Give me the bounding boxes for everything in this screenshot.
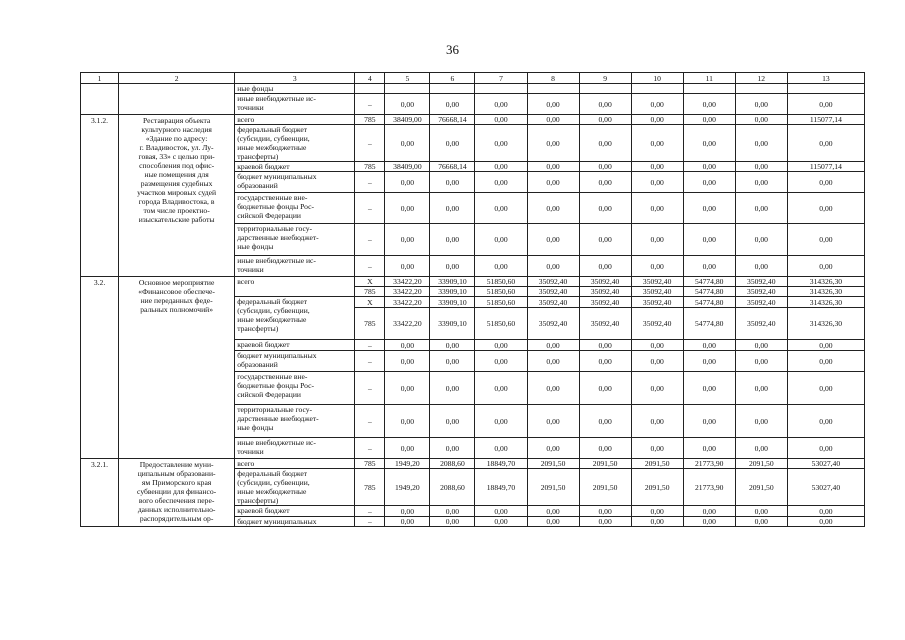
amount-cell: 35092,40	[735, 297, 787, 308]
budget-table	[80, 72, 865, 527]
amount-cell: 0,00	[527, 256, 579, 277]
column-header: 9	[579, 73, 631, 84]
amount-cell: 0,00	[527, 172, 579, 193]
amount-cell: 0,00	[579, 405, 631, 438]
funding-source: краевой бюджет	[235, 506, 355, 517]
amount-cell: 115077,14	[787, 162, 864, 172]
amount-cell: 115077,14	[787, 115, 864, 125]
amount-cell: 0,00	[385, 506, 430, 517]
gov-code: 785	[355, 459, 385, 469]
amount-cell: 0,00	[631, 506, 683, 517]
amount-cell: 0,00	[527, 115, 579, 125]
gov-code: 785	[355, 287, 385, 297]
amount-cell: 2091,50	[527, 469, 579, 506]
amount-cell: 0,00	[631, 256, 683, 277]
amount-cell: 314326,30	[787, 297, 864, 308]
amount-cell: 0,00	[527, 506, 579, 517]
gov-code: X	[355, 297, 385, 308]
column-header: 12	[735, 73, 787, 84]
amount-cell: 0,00	[475, 256, 527, 277]
amount-cell: 2091,50	[631, 469, 683, 506]
amount-cell: 0,00	[430, 405, 475, 438]
amount-cell: 2091,50	[735, 459, 787, 469]
amount-cell: 0,00	[735, 438, 787, 459]
amount-cell	[631, 84, 683, 94]
amount-cell: 54774,80	[683, 308, 735, 340]
amount-cell: 33909,10	[430, 297, 475, 308]
amount-cell: 0,00	[430, 94, 475, 115]
amount-cell: 0,00	[683, 256, 735, 277]
gov-code: –	[355, 224, 385, 256]
amount-cell: 0,00	[475, 224, 527, 256]
amount-cell: 0,00	[683, 224, 735, 256]
amount-cell: 0,00	[787, 438, 864, 459]
amount-cell: 0,00	[787, 405, 864, 438]
funding-source: бюджет муниципальных образований	[235, 351, 355, 372]
amount-cell: 0,00	[527, 340, 579, 351]
amount-cell: 51850,60	[475, 287, 527, 297]
amount-cell: 0,00	[735, 517, 787, 527]
amount-cell: 35092,40	[631, 308, 683, 340]
amount-cell: 0,00	[631, 405, 683, 438]
funding-source: ные фонды	[235, 84, 355, 94]
funding-source: краевой бюджет	[235, 340, 355, 351]
amount-cell: 0,00	[735, 256, 787, 277]
amount-cell	[735, 84, 787, 94]
column-header: 13	[787, 73, 864, 84]
amount-cell	[527, 84, 579, 94]
gov-code: –	[355, 256, 385, 277]
funding-source: иные внебюджетные ис- точники	[235, 256, 355, 277]
funding-source: федеральный бюджет (субсидии, субвенции, иные межбюджетные трансферты)	[235, 297, 355, 340]
amount-cell: 51850,60	[475, 277, 527, 287]
amount-cell: 35092,40	[527, 277, 579, 287]
amount-cell: 38409,00	[385, 115, 430, 125]
amount-cell	[787, 84, 864, 94]
gov-code: –	[355, 506, 385, 517]
funding-source: государственные вне- бюджетные фонды Рос- сийской Федерации	[235, 372, 355, 405]
amount-cell: 0,00	[735, 405, 787, 438]
amount-cell: 0,00	[475, 405, 527, 438]
amount-cell: 35092,40	[631, 277, 683, 287]
amount-cell: 35092,40	[527, 308, 579, 340]
amount-cell: 0,00	[385, 405, 430, 438]
amount-cell: 0,00	[631, 351, 683, 372]
amount-cell: 0,00	[579, 372, 631, 405]
funding-source: иные внебюджетные ис- точники	[235, 94, 355, 115]
amount-cell: 0,00	[475, 372, 527, 405]
amount-cell: 0,00	[579, 193, 631, 224]
measure-name	[119, 84, 235, 115]
column-header: 11	[683, 73, 735, 84]
amount-cell: 33422,20	[385, 277, 430, 287]
amount-cell: 0,00	[527, 351, 579, 372]
amount-cell: 0,00	[579, 340, 631, 351]
column-header: 8	[527, 73, 579, 84]
amount-cell: 0,00	[475, 193, 527, 224]
amount-cell: 0,00	[631, 224, 683, 256]
amount-cell: 0,00	[579, 256, 631, 277]
amount-cell: 0,00	[579, 224, 631, 256]
amount-cell: 0,00	[787, 94, 864, 115]
column-header: 7	[475, 73, 527, 84]
amount-cell: 21773,90	[683, 459, 735, 469]
column-header: 10	[631, 73, 683, 84]
amount-cell: 21773,90	[683, 469, 735, 506]
amount-cell: 0,00	[430, 193, 475, 224]
row-index: 3.2.1.	[81, 459, 119, 527]
funding-source: бюджет муниципальных образований	[235, 172, 355, 193]
amount-cell: 0,00	[735, 162, 787, 172]
amount-cell: 0,00	[430, 340, 475, 351]
row-index: 3.2.	[81, 277, 119, 459]
amount-cell: 0,00	[579, 162, 631, 172]
column-header: 5	[385, 73, 430, 84]
amount-cell	[475, 84, 527, 94]
amount-cell: 0,00	[527, 162, 579, 172]
amount-cell: 0,00	[385, 438, 430, 459]
amount-cell: 1949,20	[385, 459, 430, 469]
amount-cell: 0,00	[475, 351, 527, 372]
gov-code: X	[355, 277, 385, 287]
amount-cell: 35092,40	[735, 277, 787, 287]
amount-cell: 35092,40	[631, 297, 683, 308]
amount-cell: 35092,40	[631, 287, 683, 297]
amount-cell: 35092,40	[579, 308, 631, 340]
funding-source: бюджет муниципальных	[235, 517, 355, 527]
amount-cell: 18849,70	[475, 469, 527, 506]
amount-cell: 54774,80	[683, 277, 735, 287]
amount-cell: 2091,50	[735, 469, 787, 506]
amount-cell: 0,00	[787, 172, 864, 193]
amount-cell: 0,00	[430, 125, 475, 162]
amount-cell: 0,00	[527, 517, 579, 527]
amount-cell: 0,00	[787, 506, 864, 517]
amount-cell: 0,00	[683, 405, 735, 438]
amount-cell	[385, 84, 430, 94]
amount-cell: 0,00	[787, 125, 864, 162]
amount-cell: 0,00	[683, 125, 735, 162]
amount-cell: 0,00	[631, 162, 683, 172]
amount-cell: 0,00	[787, 256, 864, 277]
gov-code: –	[355, 193, 385, 224]
gov-code: 785	[355, 162, 385, 172]
amount-cell: 0,00	[631, 340, 683, 351]
amount-cell: 0,00	[385, 125, 430, 162]
amount-cell	[579, 84, 631, 94]
funding-source: всего	[235, 115, 355, 125]
amount-cell: 53027,40	[787, 469, 864, 506]
amount-cell: 0,00	[430, 256, 475, 277]
gov-code: –	[355, 94, 385, 115]
amount-cell: 0,00	[579, 506, 631, 517]
amount-cell	[430, 84, 475, 94]
amount-cell: 0,00	[430, 372, 475, 405]
funding-source: иные внебюджетные ис- точники	[235, 438, 355, 459]
amount-cell: 0,00	[631, 115, 683, 125]
gov-code: –	[355, 517, 385, 527]
amount-cell: 0,00	[631, 372, 683, 405]
amount-cell: 2088,60	[430, 459, 475, 469]
funding-source: государственные вне- бюджетные фонды Рос- сийской Федерации	[235, 193, 355, 224]
gov-code: –	[355, 351, 385, 372]
amount-cell: 0,00	[631, 172, 683, 193]
amount-cell: 314326,30	[787, 308, 864, 340]
amount-cell: 0,00	[683, 193, 735, 224]
amount-cell: 35092,40	[579, 287, 631, 297]
amount-cell: 0,00	[475, 115, 527, 125]
funding-source: территориальные госу- дарственные внебюджет- ные фонды	[235, 224, 355, 256]
amount-cell: 0,00	[385, 172, 430, 193]
amount-cell: 0,00	[527, 94, 579, 115]
amount-cell: 0,00	[527, 125, 579, 162]
amount-cell: 0,00	[475, 506, 527, 517]
amount-cell: 0,00	[631, 517, 683, 527]
amount-cell	[683, 84, 735, 94]
table-row	[81, 459, 865, 469]
amount-cell: 0,00	[683, 162, 735, 172]
amount-cell: 314326,30	[787, 277, 864, 287]
amount-cell: 51850,60	[475, 308, 527, 340]
amount-cell: 0,00	[385, 193, 430, 224]
amount-cell: 0,00	[683, 172, 735, 193]
amount-cell: 0,00	[475, 172, 527, 193]
gov-code: –	[355, 405, 385, 438]
row-index: 3.1.2.	[81, 115, 119, 277]
amount-cell: 0,00	[579, 517, 631, 527]
funding-source: всего	[235, 459, 355, 469]
amount-cell: 0,00	[787, 193, 864, 224]
amount-cell: 0,00	[527, 193, 579, 224]
column-header: 2	[119, 73, 235, 84]
amount-cell: 0,00	[475, 517, 527, 527]
column-header: 6	[430, 73, 475, 84]
amount-cell: 0,00	[787, 340, 864, 351]
amount-cell: 0,00	[385, 224, 430, 256]
amount-cell: 35092,40	[735, 308, 787, 340]
amount-cell: 0,00	[683, 115, 735, 125]
amount-cell: 35092,40	[527, 297, 579, 308]
amount-cell: 33909,10	[430, 308, 475, 340]
amount-cell: 0,00	[475, 162, 527, 172]
measure-name: Основное мероприятие «Финансовое обеспече- ние переданных феде- ральных полномочий»	[119, 277, 235, 459]
amount-cell: 0,00	[579, 438, 631, 459]
funding-source: федеральный бюджет (субсидии, субвенции, иные межбюджетные трансферты)	[235, 469, 355, 506]
amount-cell: 2088,60	[430, 469, 475, 506]
amount-cell: 33422,20	[385, 287, 430, 297]
amount-cell: 33909,10	[430, 287, 475, 297]
column-header: 1	[81, 73, 119, 84]
amount-cell: 0,00	[579, 125, 631, 162]
amount-cell: 0,00	[735, 125, 787, 162]
amount-cell: 0,00	[735, 172, 787, 193]
amount-cell: 0,00	[385, 372, 430, 405]
amount-cell: 0,00	[631, 125, 683, 162]
measure-name: Реставрация объекта культурного наследия «Здание по адресу: г. Владивосток, ул. Лу- говая, 33» с целью при- способления под офис- ные помещения для размещения судебных участков мировых судей города Владивостока, в том числе проектно- изыскательские работы	[119, 115, 235, 277]
amount-cell: 18849,70	[475, 459, 527, 469]
gov-code	[355, 84, 385, 94]
amount-cell: 0,00	[735, 372, 787, 405]
amount-cell: 38409,00	[385, 162, 430, 172]
amount-cell: 0,00	[631, 438, 683, 459]
amount-cell: 0,00	[579, 94, 631, 115]
amount-cell: 0,00	[385, 256, 430, 277]
amount-cell: 33909,10	[430, 277, 475, 287]
gov-code: 785	[355, 469, 385, 506]
amount-cell: 53027,40	[787, 459, 864, 469]
amount-cell: 314326,30	[787, 287, 864, 297]
amount-cell: 1949,20	[385, 469, 430, 506]
amount-cell: 0,00	[735, 506, 787, 517]
amount-cell: 0,00	[683, 517, 735, 527]
amount-cell: 2091,50	[579, 469, 631, 506]
amount-cell: 0,00	[735, 115, 787, 125]
amount-cell: 0,00	[385, 340, 430, 351]
amount-cell: 35092,40	[579, 297, 631, 308]
amount-cell: 0,00	[735, 224, 787, 256]
funding-source: всего	[235, 277, 355, 297]
amount-cell: 0,00	[683, 340, 735, 351]
amount-cell: 51850,60	[475, 297, 527, 308]
amount-cell: 2091,50	[527, 459, 579, 469]
column-number-row	[81, 73, 865, 84]
amount-cell: 0,00	[735, 340, 787, 351]
amount-cell: 0,00	[430, 517, 475, 527]
table-row	[81, 277, 865, 287]
amount-cell: 0,00	[430, 172, 475, 193]
measure-name: Предоставление муни- ципальным образовани- ям Приморского края субвенции для финансо- вого обеспечения пере- данных исполнительно- распорядительным ор-	[119, 459, 235, 527]
amount-cell: 35092,40	[579, 277, 631, 287]
amount-cell: 0,00	[787, 351, 864, 372]
amount-cell: 0,00	[385, 94, 430, 115]
amount-cell: 0,00	[527, 405, 579, 438]
gov-code: –	[355, 172, 385, 193]
amount-cell: 0,00	[787, 372, 864, 405]
amount-cell: 0,00	[683, 506, 735, 517]
amount-cell: 0,00	[735, 193, 787, 224]
amount-cell: 33422,20	[385, 308, 430, 340]
amount-cell: 33422,20	[385, 297, 430, 308]
funding-source: территориальные госу- дарственные внебюджет- ные фонды	[235, 405, 355, 438]
amount-cell: 0,00	[527, 224, 579, 256]
funding-source: федеральный бюджет (субсидии, субвенции, иные межбюджетные трансферты)	[235, 125, 355, 162]
amount-cell: 0,00	[475, 125, 527, 162]
amount-cell: 2091,50	[631, 459, 683, 469]
amount-cell: 0,00	[475, 94, 527, 115]
amount-cell: 0,00	[385, 517, 430, 527]
amount-cell: 0,00	[787, 224, 864, 256]
gov-code: –	[355, 438, 385, 459]
amount-cell: 0,00	[527, 438, 579, 459]
amount-cell: 76668,14	[430, 115, 475, 125]
amount-cell: 0,00	[683, 351, 735, 372]
gov-code: –	[355, 372, 385, 405]
amount-cell: 0,00	[735, 94, 787, 115]
funding-source: краевой бюджет	[235, 162, 355, 172]
amount-cell: 0,00	[430, 438, 475, 459]
amount-cell: 0,00	[579, 172, 631, 193]
amount-cell: 0,00	[735, 351, 787, 372]
amount-cell: 0,00	[683, 438, 735, 459]
amount-cell: 0,00	[475, 438, 527, 459]
column-header: 4	[355, 73, 385, 84]
amount-cell: 0,00	[385, 351, 430, 372]
amount-cell: 0,00	[631, 193, 683, 224]
amount-cell: 0,00	[787, 517, 864, 527]
amount-cell: 0,00	[475, 340, 527, 351]
amount-cell: 35092,40	[735, 287, 787, 297]
gov-code: –	[355, 125, 385, 162]
gov-code: 785	[355, 115, 385, 125]
amount-cell: 54774,80	[683, 297, 735, 308]
table-row	[81, 84, 865, 94]
amount-cell: 0,00	[579, 115, 631, 125]
amount-cell: 0,00	[683, 372, 735, 405]
amount-cell: 0,00	[430, 506, 475, 517]
amount-cell: 0,00	[430, 224, 475, 256]
amount-cell: 0,00	[579, 351, 631, 372]
amount-cell: 76668,14	[430, 162, 475, 172]
amount-cell: 2091,50	[579, 459, 631, 469]
amount-cell: 0,00	[683, 94, 735, 115]
gov-code: –	[355, 340, 385, 351]
amount-cell: 54774,80	[683, 287, 735, 297]
table-row	[81, 115, 865, 125]
amount-cell: 0,00	[527, 372, 579, 405]
amount-cell: 0,00	[631, 94, 683, 115]
gov-code: 785	[355, 308, 385, 340]
amount-cell: 0,00	[430, 351, 475, 372]
column-header: 3	[235, 73, 355, 84]
amount-cell: 35092,40	[527, 287, 579, 297]
row-index	[81, 84, 119, 115]
page-number: 36	[446, 42, 459, 57]
